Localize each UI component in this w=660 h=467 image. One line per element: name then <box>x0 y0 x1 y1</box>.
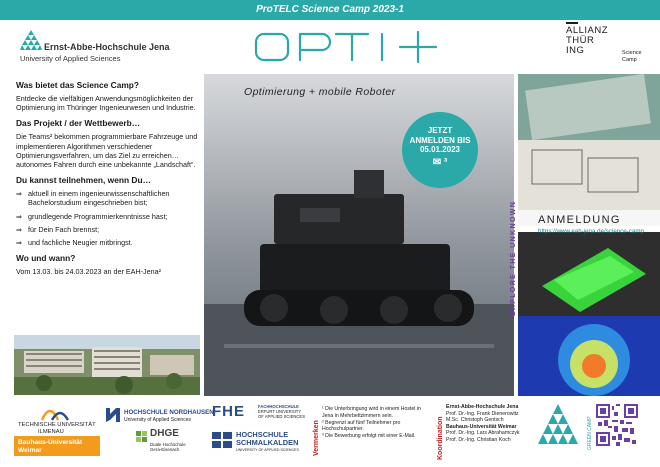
registration-link[interactable]: https://www.eah-jena.de/science-camp <box>538 228 644 235</box>
hs-nordhausen-logo-icon <box>104 406 122 422</box>
coord-person-2b: Prof. Dr.-Ing. Christian Koch <box>446 436 511 443</box>
eah-logo <box>14 28 204 68</box>
vertical-slogan <box>504 166 520 316</box>
coord-institution-1: Ernst-Abbe-Hochschule Jena <box>446 404 519 410</box>
bauhaus-line-2: Weimar <box>18 447 42 454</box>
registration-title: ANMELDUNG <box>538 214 621 226</box>
heading-eligibility: Du kannst teilnehmen, wenn Du… <box>16 175 151 186</box>
allianz-bar <box>566 22 578 24</box>
dhge-logo-icon <box>136 431 148 445</box>
info-column <box>16 80 200 282</box>
arrow-icon: ⇒ <box>16 224 23 234</box>
hs-schmalkalden-line-1: HOCHSCHULE <box>236 430 289 439</box>
arrow-icon: ⇒ <box>16 189 23 199</box>
robot-photo <box>204 74 514 396</box>
coord-person-1a: Prof. Dr.-Ing. Frank Dienerowitz <box>446 410 519 417</box>
dhge-name: DHGE <box>150 428 179 439</box>
coordination-block <box>446 404 536 444</box>
fhe-sub-1: FACHHOCHSCHULE <box>258 404 299 409</box>
opti-logo-graphic <box>250 26 450 66</box>
heading-offer: Was bietet das Science Camp? <box>16 80 140 90</box>
header-title: ProTELC Science Camp 2023-1 <box>256 4 404 15</box>
dhge-sub-2: Gera-Eisenach <box>150 447 180 452</box>
badge-line-2: ANMELDEN BIS <box>409 135 471 145</box>
svg-text:Koordination: Koordination <box>437 416 444 460</box>
coord-person-2a: Prof. Dr.-Ing. Lars Abrahamczyk <box>446 430 520 437</box>
badge-line-3: 05.01.2023 <box>419 145 461 154</box>
tu-ilmenau-line-1: TECHNISCHE UNIVERSITÄT <box>18 422 96 428</box>
svg-text:Vermerken: Vermerken <box>313 420 320 456</box>
heading-where-when: Wo und wann? <box>16 253 76 264</box>
allianz-logo <box>566 22 652 70</box>
svg-text:GREEN CAMP: GREEN CAMP <box>587 416 593 450</box>
eah-triangle-icon <box>20 30 42 50</box>
list-item: ⇒ grundlegende Programmierkenntnisse hast; <box>16 211 168 221</box>
footnotes <box>322 406 432 440</box>
allianz-line-2: THÜR <box>566 35 595 46</box>
fhe-sub-2: ERFURT UNIVERSITY <box>258 409 302 414</box>
hs-nordhausen-line-2: University of Applied Sciences <box>124 417 191 423</box>
envelope-icon: ✉ ³ <box>432 156 448 168</box>
campus-photo <box>14 335 200 395</box>
badge-line-1: JETZT <box>427 126 453 135</box>
opti-logo <box>250 26 450 66</box>
allianz-line-3: ING <box>566 45 585 56</box>
fhe-logo-text: FHE <box>212 403 245 420</box>
text-where-when: Vom 13.03. bis 24.03.2023 an der EAH-Jena² <box>16 267 162 277</box>
slogan-text: EXPLORE THE UNKNOWN <box>510 200 517 316</box>
list-item: ⇒ für Dein Fach brennst; <box>16 224 100 234</box>
header-bar <box>0 0 660 20</box>
heading-project: Das Projekt / der Wettbewerb… <box>16 118 141 129</box>
coord-person-1b: M.Sc. Christoph Gentsch <box>446 417 504 424</box>
hs-schmalkalden-line-3: UNIVERSITY OF APPLIED SCIENCES <box>236 448 299 452</box>
photo-caption: Optimierung + mobile Roboter <box>244 86 396 98</box>
hs-nordhausen-line-1: HOCHSCHULE NORDHAUSEN <box>124 409 214 416</box>
fhe-sub-3: OF APPLIED SCIENCES <box>258 414 306 419</box>
koordination-label <box>434 402 444 460</box>
tu-ilmenau-logo-icon <box>38 404 72 422</box>
coord-institution-2: Bauhaus-Universität Weimar <box>446 423 517 430</box>
footnote-1: ¹ Die Unterbringung wird in einem Hostel in Jena in Mehrbettzimmern sein. <box>322 406 421 419</box>
bauhaus-line-1: Bauhaus-Universität <box>18 439 83 446</box>
dhge-sub-1: Duale Hochschule <box>150 442 186 447</box>
arrow-icon: ⇒ <box>16 238 23 248</box>
bauhaus-logo <box>14 436 100 456</box>
arrow-icon: ⇒ <box>16 211 23 221</box>
qr-code-icon[interactable] <box>596 404 638 446</box>
footnote-2: ² Begrenzt auf fünf Teilnehmer pro Hochschulpartner. <box>322 419 401 433</box>
eah-name: Ernst-Abbe-Hochschule Jena <box>44 42 170 52</box>
list-item: ⇒ aktuell in einem ingenieurwissenschaftlichen Bachelorstudium eingeschrieben bist; <box>16 189 170 208</box>
hs-schmalkalden-logo-icon <box>212 432 232 448</box>
allianz-science: Science <box>622 50 642 56</box>
eligibility-list <box>16 189 200 247</box>
list-item: ⇒ und fachliche Neugier mitbringst. <box>16 238 133 248</box>
register-badge[interactable] <box>402 112 478 188</box>
text-project: Die Teams² bekommen programmierbare Fahrzeuge und implementieren Algorithmen verschiedener Optimierungsverfahren, um das Ziel zu erreichen… autonomes Fahren durch eine unbekannte „Landschaft“. <box>16 132 198 170</box>
vermerken-label <box>310 404 320 456</box>
footnote-3: ³ Die Bewerbung erfolgt mit einer E-Mail. <box>322 433 416 440</box>
text-offer: Entdecke die vielfältigen Anwendungsmöglichkeiten der Optimierung im Thüringer Ingenieurwesen und Industrie. <box>16 94 196 113</box>
side-images <box>518 74 660 396</box>
eah-triangle-large-icon <box>536 404 580 446</box>
tu-ilmenau-line-2: ILMENAU <box>38 429 64 435</box>
allianz-camp: Camp <box>622 57 637 63</box>
green-camp-logo <box>584 404 594 450</box>
eah-subtitle: University of Applied Sciences <box>20 54 121 63</box>
hs-schmalkalden-line-2: SCHMALKALDEN <box>236 438 299 447</box>
allianz-line-1: ALLIANZ <box>566 25 609 36</box>
